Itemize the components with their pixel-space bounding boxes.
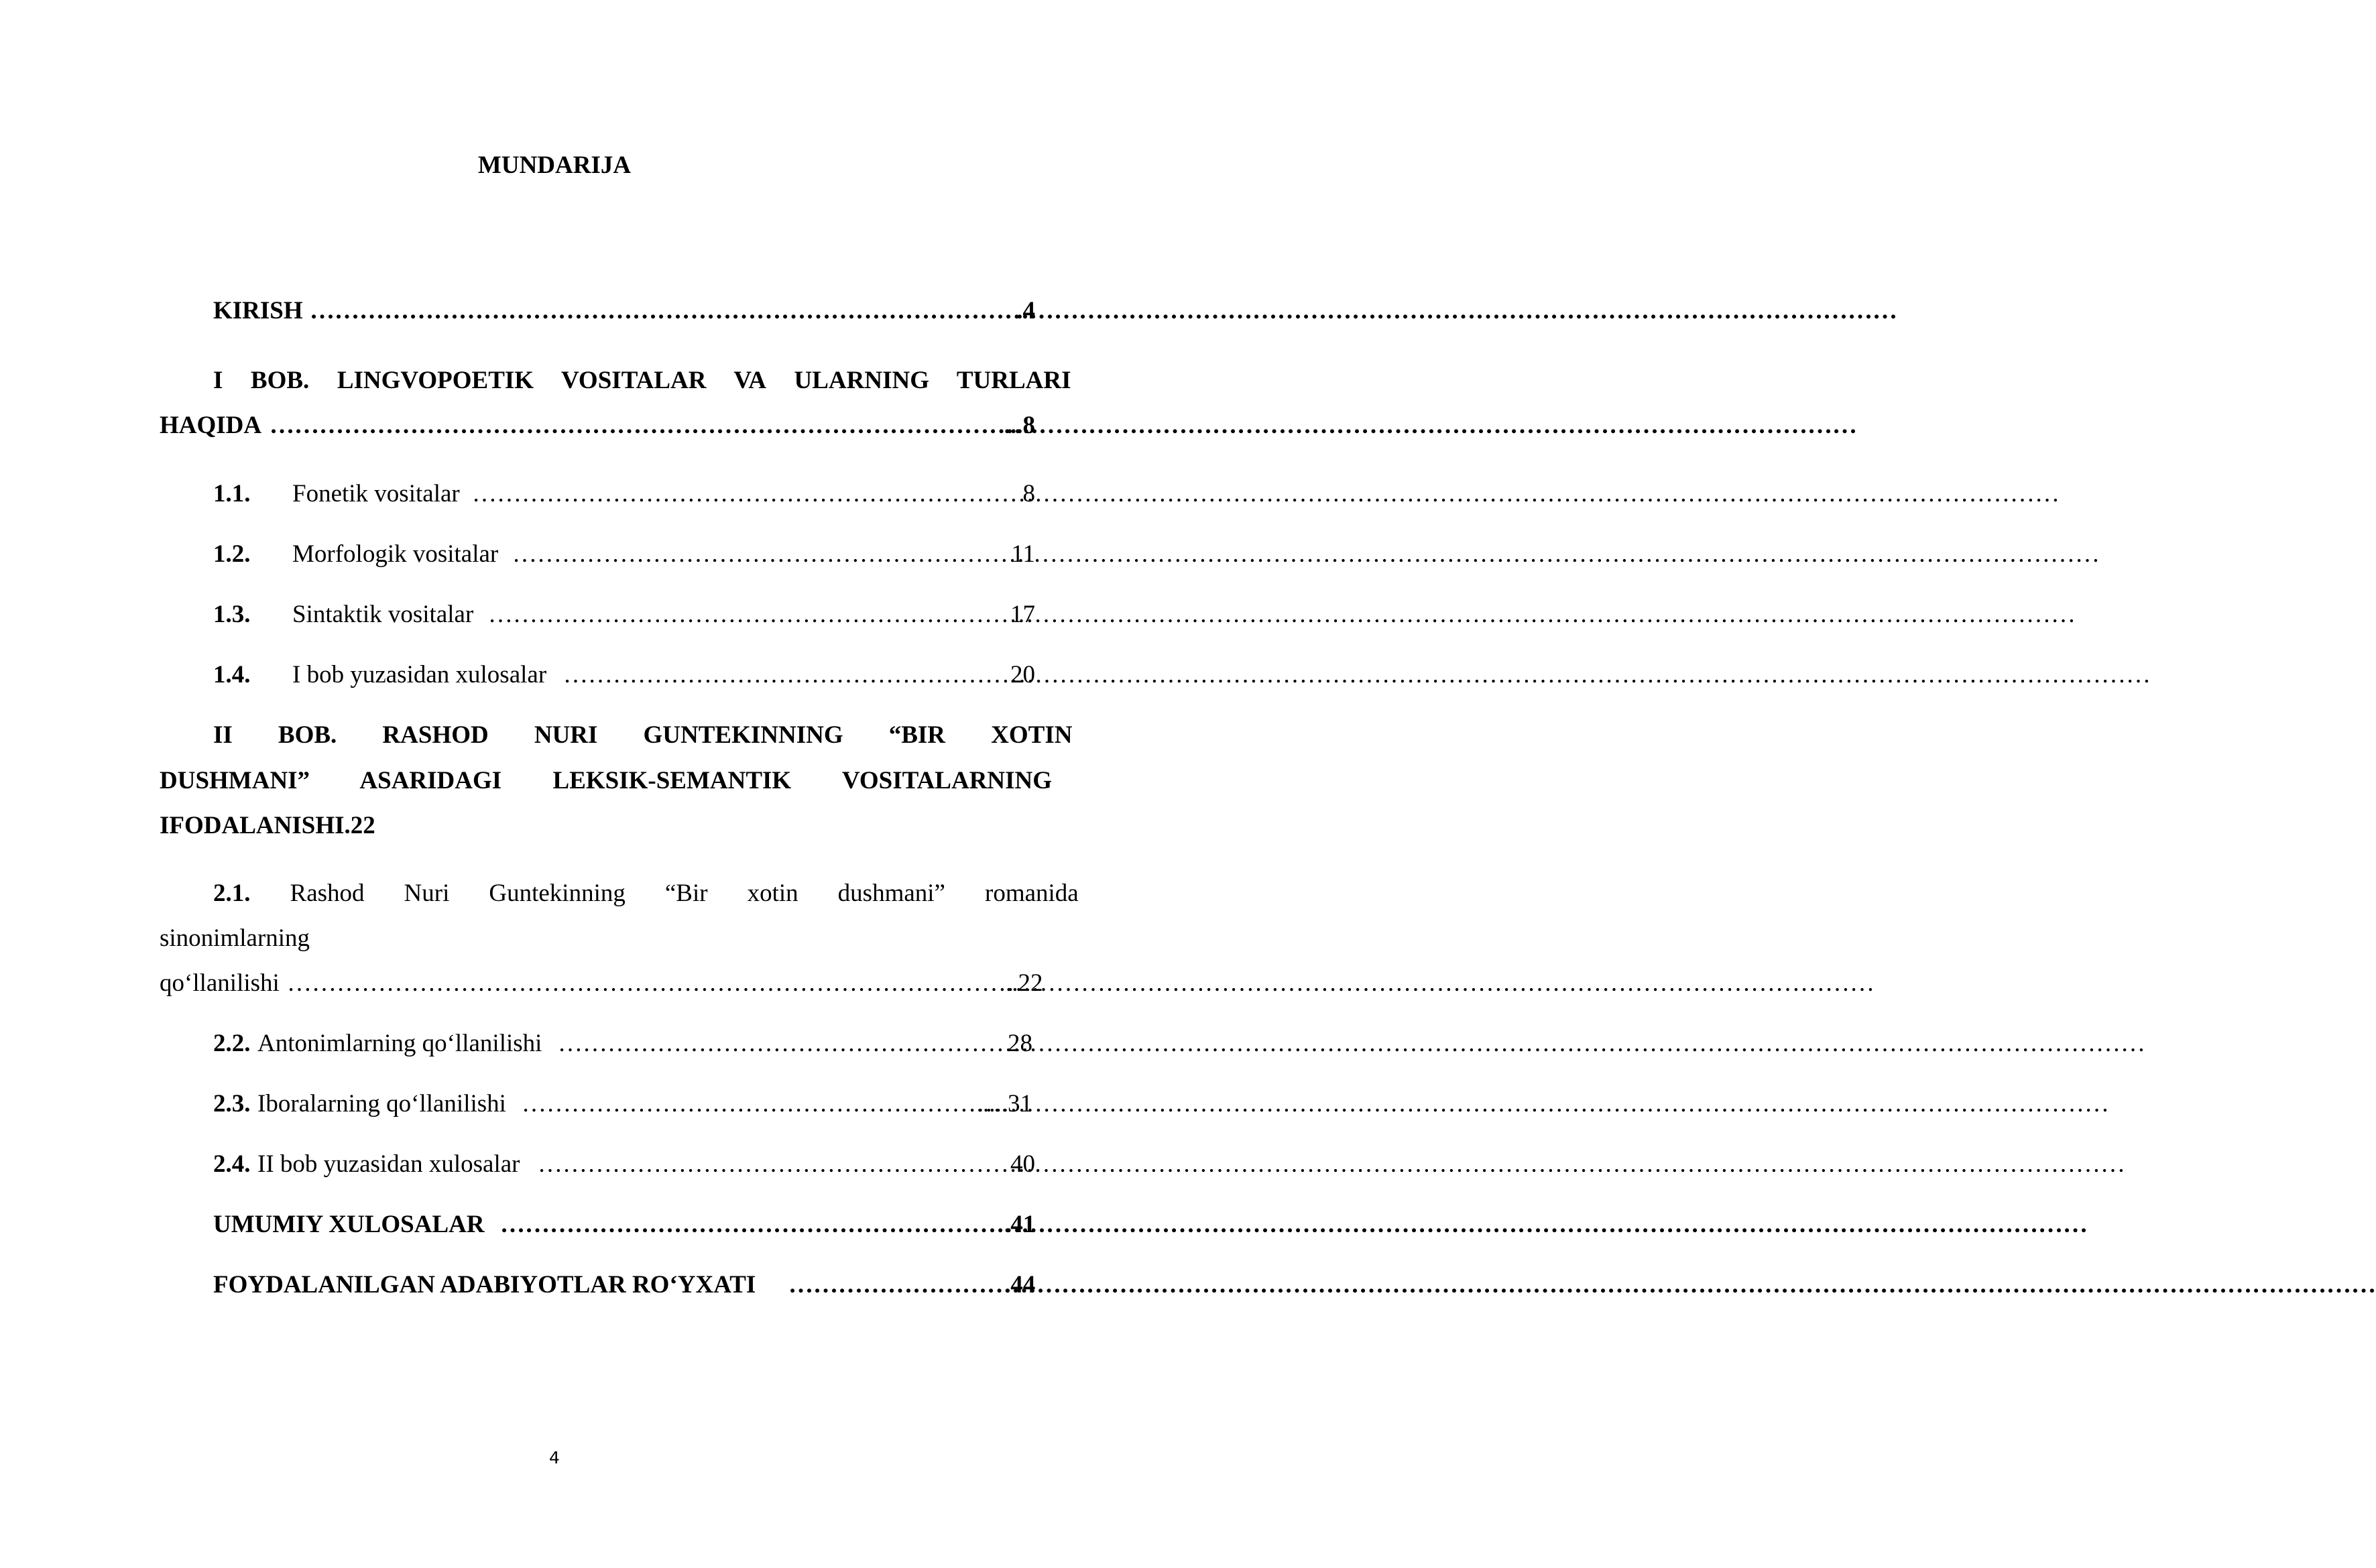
section-number: 2.2. bbox=[213, 1030, 251, 1057]
dot-leader bbox=[538, 1141, 1007, 1188]
section-number: 1.2. bbox=[213, 540, 251, 568]
toc-label: KIRISH bbox=[213, 297, 303, 324]
word: xotin bbox=[747, 880, 798, 907]
word: VOSITALAR bbox=[560, 367, 707, 394]
toc-page-number: ...8 bbox=[1004, 412, 1035, 439]
section-number: 2.4. bbox=[213, 1150, 251, 1178]
toc-page-number: .44 bbox=[1004, 1271, 1036, 1299]
toc-entry-2-3[interactable] bbox=[0, 1081, 1109, 1128]
word: Nuri bbox=[404, 880, 450, 907]
word: BOB. bbox=[250, 367, 310, 394]
toc-page-number: 11 bbox=[1011, 540, 1035, 568]
toc-page-number: 17 bbox=[1010, 601, 1035, 628]
toc-page-number: 28 bbox=[1008, 1030, 1032, 1057]
word: LINGVOPOETIK bbox=[337, 367, 534, 394]
word: ULARNING bbox=[794, 367, 929, 394]
page-number-footer: 4 bbox=[549, 1448, 560, 1467]
toc-entry-bob1-line2[interactable] bbox=[0, 402, 1109, 449]
toc-entry-2-1-line3 bbox=[0, 960, 1109, 1007]
toc-label: Sintaktik vositalar bbox=[292, 601, 474, 628]
word: I bbox=[213, 367, 223, 394]
toc-page-number: .....31 bbox=[976, 1090, 1032, 1118]
toc-entry-1-2[interactable] bbox=[0, 531, 1109, 578]
toc-label: qo‘llanilishi bbox=[160, 969, 280, 997]
toc-label: Antonimlarning qo‘llanilishi bbox=[257, 1030, 542, 1057]
toc-label: I bob yuzasidan xulosalar bbox=[292, 661, 547, 688]
word: GUNTEKINNING bbox=[643, 721, 843, 749]
toc-label: Iboralarning qo‘llanilishi bbox=[257, 1090, 506, 1118]
word: romanida bbox=[985, 880, 1079, 907]
word: “BIR bbox=[888, 721, 946, 749]
toc-entry-umumiy-xulosalar[interactable] bbox=[0, 1201, 1109, 1248]
dot-leader bbox=[563, 652, 1008, 699]
dot-leader bbox=[287, 960, 1006, 1007]
toc-entry-2-2[interactable] bbox=[0, 1020, 1109, 1067]
toc-page-number: 20 bbox=[1010, 661, 1035, 688]
toc-entry-bob1-line1[interactable] bbox=[213, 357, 1071, 404]
section-number: 1.4. bbox=[213, 661, 251, 688]
word: BOB. bbox=[278, 721, 337, 749]
word: “Bir bbox=[664, 880, 708, 907]
dot-leader bbox=[788, 1262, 1004, 1309]
section-number: 2.3. bbox=[213, 1090, 251, 1118]
section-number: 1.3. bbox=[213, 601, 251, 628]
toc-page-number: .41 bbox=[1004, 1211, 1036, 1238]
toc-label: II bob yuzasidan xulosalar bbox=[257, 1150, 520, 1178]
toc-label: sinonimlarning bbox=[160, 924, 310, 952]
toc-entry-bob2-line3 bbox=[0, 802, 1109, 849]
toc-label: IFODALANISHI.22 bbox=[160, 812, 375, 839]
dot-leader bbox=[558, 1020, 1004, 1067]
dot-leader bbox=[310, 288, 1015, 335]
section-number: 2.1. bbox=[213, 880, 251, 907]
toc-entry-2-1-line2 bbox=[0, 915, 1109, 962]
document-page bbox=[0, 0, 1109, 1568]
toc-entry-bob2-line2 bbox=[160, 758, 1053, 804]
toc-entry-bob2-line1[interactable] bbox=[213, 712, 1073, 759]
toc-page-number: 40 bbox=[1010, 1150, 1035, 1178]
dot-leader bbox=[500, 1201, 1004, 1248]
toc-page-number: 8 bbox=[1022, 480, 1035, 507]
toc-entry-1-3[interactable] bbox=[0, 591, 1109, 638]
dot-leader bbox=[472, 471, 1020, 518]
word: LEKSIK-SEMANTIK bbox=[552, 767, 792, 794]
word: VOSITALARNING bbox=[841, 767, 1053, 794]
section-number: 1.1. bbox=[213, 480, 251, 507]
word: ASARIDAGI bbox=[359, 767, 502, 794]
toc-label: Morfologik vositalar bbox=[292, 540, 499, 568]
toc-entry-2-4[interactable] bbox=[0, 1141, 1109, 1188]
toc-entry-adabiyotlar[interactable] bbox=[0, 1262, 1109, 1309]
word: XOTIN bbox=[991, 721, 1073, 749]
word: dushmani” bbox=[837, 880, 945, 907]
word: DUSHMANI” bbox=[160, 767, 310, 794]
toc-label: Fonetik vositalar bbox=[292, 480, 460, 507]
word: RASHOD bbox=[382, 721, 489, 749]
dot-leader bbox=[488, 591, 1008, 638]
toc-entry-1-1[interactable] bbox=[0, 471, 1109, 518]
word: Guntekinning bbox=[489, 880, 626, 907]
dot-leader bbox=[270, 402, 999, 449]
toc-label: HAQIDA bbox=[160, 412, 262, 439]
toc-label: UMUMIY XULOSALAR bbox=[213, 1211, 485, 1238]
dot-leader bbox=[522, 1081, 963, 1128]
toc-entry-kirish[interactable] bbox=[0, 288, 1109, 335]
page-title: MUNDARIJA bbox=[477, 152, 632, 179]
word: NURI bbox=[534, 721, 598, 749]
toc-label: FOYDALANILGAN ADABIYOTLAR RO‘YXATI bbox=[213, 1271, 756, 1299]
word: TURLARI bbox=[956, 367, 1071, 394]
word: Rashod bbox=[290, 880, 365, 907]
toc-page-number: .4 bbox=[1016, 297, 1035, 324]
word: VA bbox=[733, 367, 766, 394]
toc-entry-2-1-line1[interactable] bbox=[213, 870, 1079, 917]
toc-page-number: ..22 bbox=[1006, 969, 1043, 997]
toc-entry-1-4[interactable] bbox=[0, 652, 1109, 699]
word: II bbox=[213, 721, 233, 749]
dot-leader bbox=[512, 531, 1008, 578]
